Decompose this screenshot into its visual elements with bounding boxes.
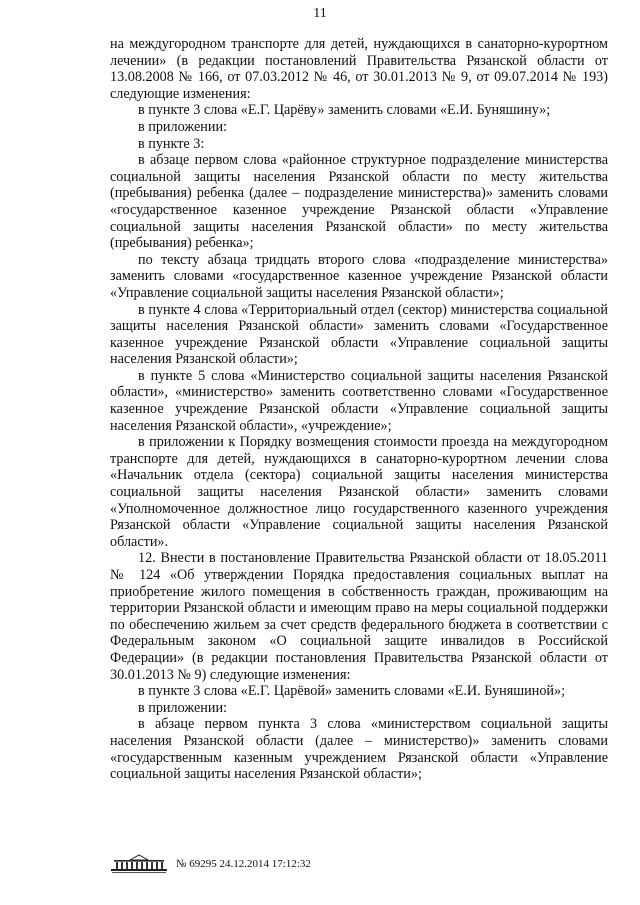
paragraph-item-12: 12. Внести в постановление Правительства Рязанской области от 18.05.2011 № 124 «Об утверждении Порядка предоставления социальных выплат на приобретение жилого помещения в собственность граждан, проживающим на территории Рязанской области и имеющим право на меры социальной поддержки по обеспечению жильем за счет средств федерального бюджета в соответствии с Федеральным законом «О социальной защите инвалидов в Российской Федерации» (в редакции постановления Правительства Рязанской области от 30.01.2013 № 9) следующие изменения: [110,550,608,683]
paragraph: в приложении: [138,699,227,716]
document-footer [110,853,311,875]
paragraph: в пункте 3 слова «Е.Г. Царёву» заменить словами «Е.И. Буняшину»; [138,102,551,119]
paragraph: в приложении к Порядку возмещения стоимости проезда на междугородном транспорте для детей, нуждающихся в санаторно-курортном лечении слова «Начальник отдела (сектора) социальной защиты населения министерства социальной защиты населения Рязанской области» заменить словами «Уполномоченное должностное лицо государственного казенного учреждения Рязанской области «Управление социальной защиты населения Рязанской области». [110,434,608,550]
paragraph: в абзаце первом пункта 3 слова «министерством социальной защиты населения Рязанской области (далее – министерство)» заменить словами «государственным казенным учреждением Рязанской области «Управление социальной защиты населения Рязанской области»; [110,716,608,783]
paragraph: в пункте 3 слова «Е.Г. Царёвой» заменить словами «Е.И. Буняшиной»; [138,683,566,700]
paragraph-continuation: на междугородном транспорте для детей, нуждающихся в санаторно-курортном лечении» (в редакции постановлений Правительства Рязанской области от 13.08.2008 № 166, от 07.03.2012 № 46, от 30.01.2013 № 9, от 09.07.2014 № 193) следующие изменения: [110,36,608,102]
paragraph: по тексту абзаца тридцать второго слова «подразделение министерства» заменить словами «государственное казенное учреждение Рязанской области «Управление социальной защиты населения Рязанской области»; [110,251,608,301]
paragraph: в пункте 4 слова «Территориальный отдел (сектор) министерства социальной защиты населения Рязанской области» заменить словами «Государственное казенное учреждение Рязанской области «Управление социальной защиты населения Рязанской области»; [110,301,608,368]
paragraph: в пункте 5 слова «Министерство социальной защиты населения Рязанской области», «министерство» заменить соответственно словами «Государственное казенное учреждение Рязанской области «Управление социальной защиты населения Рязанской области», «учреждение»; [110,367,608,434]
document-body [110,36,608,783]
document-registration-stamp: № 69295 24.12.2014 17:12:32 [176,858,311,870]
paragraph: в пункте 3: [138,135,205,152]
paragraph: в абзаце первом слова «районное структурное подразделение министерства социальной защиты населения Рязанской области по месту жительства (пребывания) ребенка (далее – подразделение министерства)» заменить словами «государственное казенное учреждение Рязанской области «Управление социальной защиты населения Рязанской области» по месту жительства (пребывания) ребенка»; [110,152,608,252]
government-building-logo-icon [110,854,168,874]
paragraph: в приложении: [138,118,227,135]
page-number: 11 [313,6,327,21]
